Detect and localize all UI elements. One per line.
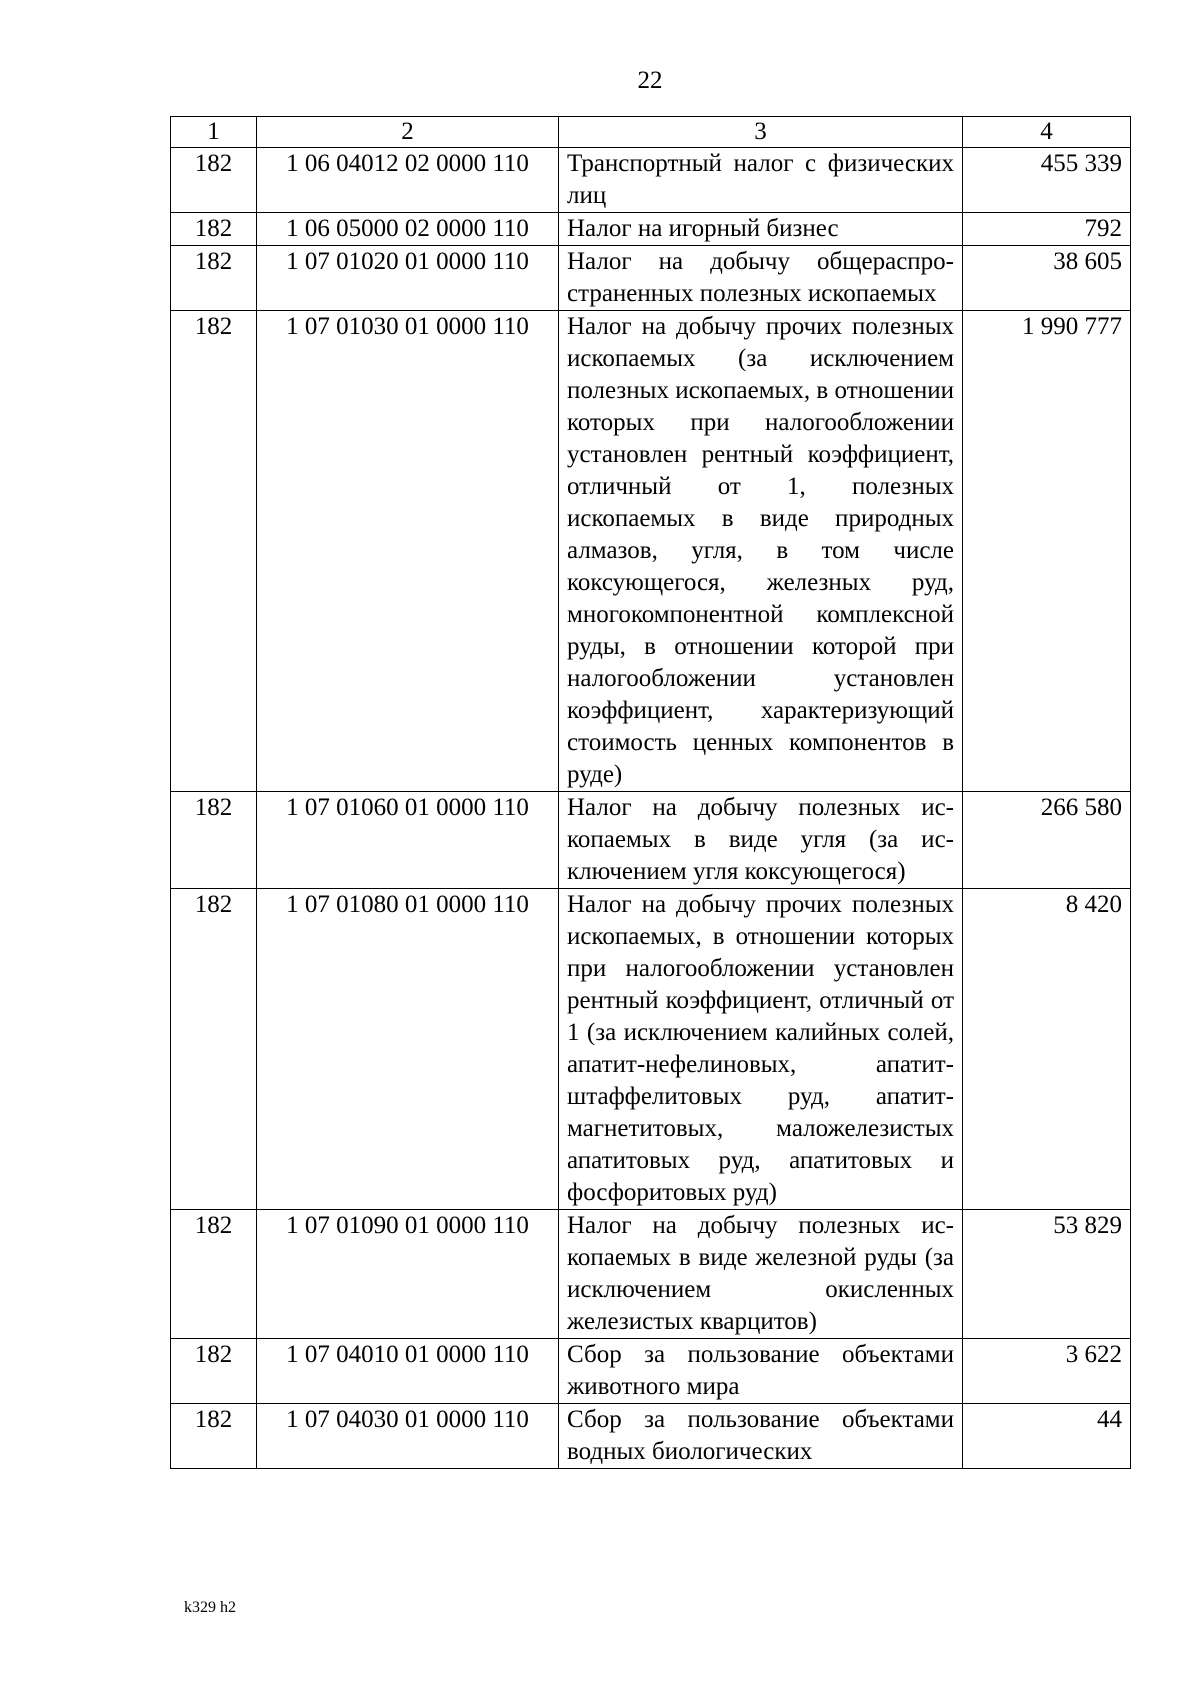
budget-code-cell: 1 07 01080 01 0000 110 <box>257 889 559 1210</box>
admin-code-cell: 182 <box>171 1404 257 1469</box>
revenue-table <box>170 116 1131 1469</box>
revenue-name-cell: Налог на добычу полезных ископаемых в виде угля (за исключением угля коксующегося) <box>559 792 963 889</box>
revenue-name-cell: Транспортный налог с физических лиц <box>559 148 963 213</box>
amount-cell: 38 605 <box>963 246 1131 311</box>
revenue-name-cell: Налог на добычу полезных ископаемых в виде железной руды (за исключением окисленных железистых кварцитов) <box>559 1210 963 1339</box>
admin-code-cell: 182 <box>171 889 257 1210</box>
table-row <box>171 889 1131 1210</box>
budget-code-cell: 1 07 01060 01 0000 110 <box>257 792 559 889</box>
budget-code-cell: 1 07 01090 01 0000 110 <box>257 1210 559 1339</box>
admin-code-cell: 182 <box>171 792 257 889</box>
amount-cell: 266 580 <box>963 792 1131 889</box>
budget-code-cell: 1 06 05000 02 0000 110 <box>257 213 559 246</box>
page-number: 22 <box>637 67 663 94</box>
table-row <box>171 1404 1131 1469</box>
budget-code-cell: 1 07 04030 01 0000 110 <box>257 1404 559 1469</box>
budget-code-cell: 1 06 04012 02 0000 110 <box>257 148 559 213</box>
revenue-name-cell: Налог на игорный бизнес <box>559 213 963 246</box>
revenue-name-cell: Налог на добычу прочих полезных ископаемых, в отношении которых при налогообложении установлен рентный коэффициент, отличный от 1 (за исключением калийных солей, апатит-нефелиновых, апатит-штаффелитовых руд, апатит-магнетитовых, маложелезистых апатитовых руд, апатитовых и фосфоритовых руд) <box>559 889 963 1210</box>
admin-code-cell: 182 <box>171 246 257 311</box>
table-row <box>171 246 1131 311</box>
table-row <box>171 148 1131 213</box>
admin-code-cell: 182 <box>171 213 257 246</box>
amount-cell: 8 420 <box>963 889 1131 1210</box>
revenue-name-cell: Сбор за пользование объектами животного мира <box>559 1339 963 1404</box>
column-header-2: 2 <box>257 117 559 148</box>
admin-code-cell: 182 <box>171 1339 257 1404</box>
table-row <box>171 1210 1131 1339</box>
table-row <box>171 213 1131 246</box>
amount-cell: 792 <box>963 213 1131 246</box>
table-row <box>171 1339 1131 1404</box>
column-header-4: 4 <box>963 117 1131 148</box>
column-header-3: 3 <box>559 117 963 148</box>
table-row <box>171 792 1131 889</box>
amount-cell: 53 829 <box>963 1210 1131 1339</box>
revenue-name-cell: Сбор за пользование объектами водных биологических <box>559 1404 963 1469</box>
admin-code-cell: 182 <box>171 148 257 213</box>
budget-code-cell: 1 07 01030 01 0000 110 <box>257 311 559 792</box>
amount-cell: 3 622 <box>963 1339 1131 1404</box>
amount-cell: 455 339 <box>963 148 1131 213</box>
admin-code-cell: 182 <box>171 1210 257 1339</box>
revenue-name-cell: Налог на добычу общераспространенных полезных ископаемых <box>559 246 963 311</box>
table-header-row <box>171 117 1131 148</box>
table-row <box>171 311 1131 792</box>
amount-cell: 1 990 777 <box>963 311 1131 792</box>
revenue-name-cell: Налог на добычу прочих полезных ископаемых (за исключением полезных ископаемых, в отношении которых при налогообложении установлен рентный коэффициент, отличный от 1, полезных ископаемых в виде природных алмазов, угля, в том числе коксующегося, железных руд, многокомпонентной комплексной руды, в отношении которой при налогообложении установлен коэффициент, характеризующий стоимость ценных компонентов в руде) <box>559 311 963 792</box>
admin-code-cell: 182 <box>171 311 257 792</box>
budget-code-cell: 1 07 01020 01 0000 110 <box>257 246 559 311</box>
column-header-1: 1 <box>171 117 257 148</box>
document-footer-code: k329 h2 <box>184 1599 236 1616</box>
amount-cell: 44 <box>963 1404 1131 1469</box>
budget-code-cell: 1 07 04010 01 0000 110 <box>257 1339 559 1404</box>
